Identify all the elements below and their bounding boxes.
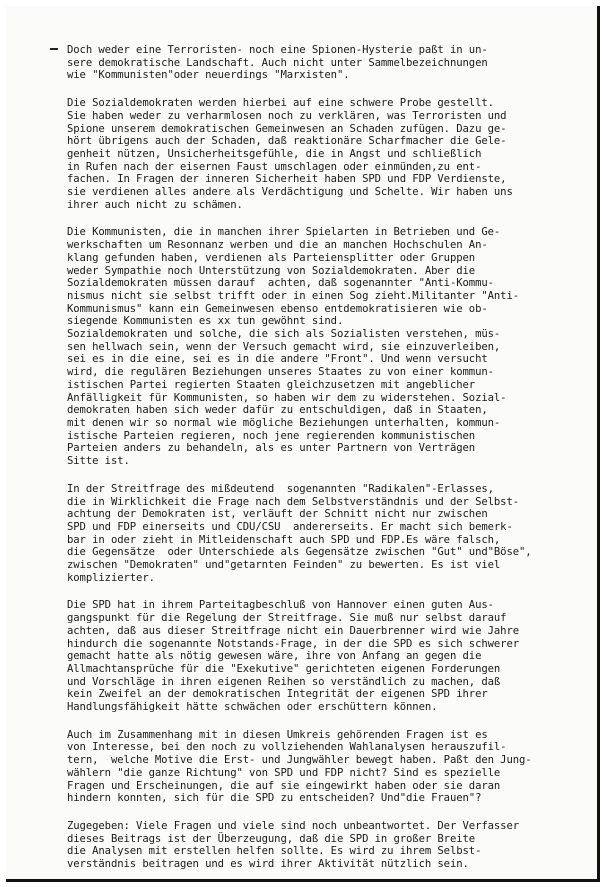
paragraph <box>67 328 587 468</box>
text-line: Allmachtansprüche für die "Exekutive" gerichteten eigenen Forderungen <box>67 662 501 675</box>
text-line: mit denen wir so normal wie mögliche Beziehungen unterhalten, kommun- <box>67 416 501 429</box>
text-line: Parteien anders zu behandeln, als es unter Partnern von Verträgen <box>67 442 476 455</box>
text-line: SPD und FDP einerseits und CDU/CSU andererseits. Er macht sich bemerk- <box>67 520 513 533</box>
text-line: hört übrigens auch der Schaden, daß reaktionäre Scharfmacher die Gele- <box>67 135 507 148</box>
text-line: Sozialdemokraten und solche, die sich als Sozialisten verstehen, müs- <box>67 328 501 341</box>
text-line: wählern "die ganze Richtung" von SPD und FDP nicht? Sind es spezielle <box>67 766 501 779</box>
text-line: Sie haben weder zu verharmlosen noch zu verklären, was Terroristen und <box>67 109 507 122</box>
text-line: Die Sozialdemokraten werden hierbei auf eine schwere Probe gestellt. <box>67 97 494 110</box>
text-line: sen hellwach sein, wenn der Versuch gemacht wird, sie einzuverleiben, <box>67 340 501 353</box>
text-line: zwischen "Demokraten" und"getarnten Feinden" zu bewerten. Es ist viel <box>67 559 501 572</box>
text-line: achtung der Demokraten ist, verläuft der Schnitt nicht nur zwischen <box>67 508 488 521</box>
text-line: achten, daß aus dieser Streitfrage nicht ein Dauerbrenner wird wie Jahre <box>67 624 520 637</box>
text-line: Doch weder eine Terroristen- noch eine Spionen-Hysterie paßt in un- <box>67 44 488 56</box>
document-body <box>67 44 587 886</box>
text-line: nismus nicht sie selbst trifft oder in einen Sog zieht.Militanter "Anti- <box>67 289 520 302</box>
text-line: gangspunkt für die Regelung der Streitfrage. Sie muß nur selbst darauf <box>67 612 507 625</box>
text-line: hindern konnten, sich für die SPD zu entscheiden? Und"die Frauen"? <box>67 792 482 805</box>
margin-mark <box>50 48 58 50</box>
text-line: sei es in die eine, sei es in die andere "Front". Und wenn versucht <box>67 353 488 366</box>
text-line: demokraten haben sich weder dafür zu entschuldigen, daß in Staaten, <box>67 404 488 417</box>
text-line: istische Parteien regieren, noch jene regierenden kommunistischen <box>67 429 476 442</box>
text-line: Sitte ist. <box>67 455 130 468</box>
paragraph <box>67 729 587 805</box>
text-line: Die SPD hat in ihrem Parteitagbeschluß von Hannover einen guten Aus- <box>67 599 494 612</box>
text-line: fachen. In Fragen der inneren Sicherheit haben SPD und FDP Verdienste, <box>67 173 507 186</box>
paragraph <box>67 599 587 713</box>
text-line: wie "Kommunisten"oder neuerdings "Marxisten". <box>67 69 350 82</box>
text-line: Handlungsfähigkeit hätte schwächen oder erschüttern können. <box>67 701 438 714</box>
paragraph <box>67 820 587 871</box>
text-line: bar in oder zieht in Mitleidenschaft auch SPD und FDP.Es wäre falsch, <box>67 533 501 546</box>
text-line: die Gegensätze oder Unterschiede als Gegensätze zwischen "Gut" und"Böse", <box>67 546 532 559</box>
text-line: Sozialdemokraten müssen darauf achten, daß sogenannter "Anti-Kommu- <box>67 277 494 290</box>
text-line: Die Kommunisten, die in manchen ihrer Spielarten in Betrieben und Ge- <box>67 226 501 239</box>
text-line: In der Streitfrage des mißdeutend sogenannten "Radikalen"-Erlasses, <box>67 482 494 495</box>
text-line: Zugegeben: Viele Fragen und viele sind noch unbeantwortet. Der Verfasser <box>67 819 520 832</box>
text-line: Auch im Zusammenhang mit in diesen Umkreis gehörenden Fragen ist es <box>67 728 488 741</box>
text-line: die Analysen mit erstellen helfen sollte. Es wird zu ihrem Selbst- <box>67 845 482 858</box>
text-line: weder Sympathie noch Unterstützung von Sozialdemokraten. Aber die <box>67 264 476 277</box>
text-line: werkschaften um Resonnanz werben und die an manchen Hochschulen An- <box>67 239 488 252</box>
text-line: istischen Partei regierten Staaten gleichzusetzen mit angeblicher <box>67 378 476 391</box>
text-line: in Rufen nach der eisernen Faust umschlagen oder einmünden,zu ent- <box>67 160 482 173</box>
text-line: Spione unserem demokratischen Gemeinwesen an Schaden zufügen. Dazu ge- <box>67 122 507 135</box>
text-line: von Interesse, bei den noch zu vollziehenden Wahlanalysen herauszufil- <box>67 741 507 754</box>
text-line: kein Zweifel an der demokratischen Integrität der eigenen SPD ihrer <box>67 688 488 701</box>
paragraph <box>67 97 587 211</box>
text-line: und Vorschläge in ihren eigenen Reihen so verständlich zu machen, daß <box>67 675 501 688</box>
text-line: klang gefunden haben, verdienen als Parteiensplitter oder Gruppen <box>67 251 476 264</box>
text-line: gemacht hatte als nötig gewesen wäre, ihre von Anfang an gegen die <box>67 650 482 663</box>
text-line: genheit nützen, Unsicherheitsgefühle, die in Angst und schließlich <box>67 147 482 160</box>
paragraph <box>67 483 587 585</box>
text-line: sie verdienen alles andere als Verdächtigung und Schelte. Wir haben uns <box>67 186 513 199</box>
text-line: sere demokratische Landschaft. Auch nicht unter Sammelbezeichnungen <box>67 56 488 69</box>
text-line: verständnis beitragen und es wird ihrer Aktivität nützlich sein. <box>67 858 469 871</box>
text-line: wird, die regulären Beziehungen unseres Staates zu von einer kommun- <box>67 366 494 379</box>
typed-document-page <box>6 6 600 882</box>
text-line: Anfälligkeit für Kommunisten, so haben wir dem zu widerstehen. Sozial- <box>67 391 507 404</box>
text-line: Kommunismus" kann ein Gemeinwesen ebenso entdemokratisieren wie ob- <box>67 302 488 315</box>
text-line: siegende Kommunisten es xx tun gewöhnt sind. <box>67 315 344 328</box>
text-line: tern, welche Motive die Erst- und Jungwähler bewegt haben. Paßt den Jung- <box>67 754 532 767</box>
text-line: die in Wirklichkeit die Frage nach dem Selbstverständnis und der Selbst- <box>67 495 520 508</box>
text-line: komplizierter. <box>67 571 155 584</box>
paragraph <box>67 44 587 82</box>
text-line: dieses Beitrags ist der Überzeugung, daß die SPD in großer Breite <box>67 832 476 845</box>
text-line: Fragen und Erscheinungen, die auf sie eingewirkt haben oder sie daran <box>67 779 501 792</box>
paragraph <box>67 226 587 328</box>
text-line: ihrer auch nicht zu schämen. <box>67 198 243 211</box>
text-line: hindurch die sogenannte Notstands-Frage, in der die SPD es sich schwerer <box>67 637 520 650</box>
